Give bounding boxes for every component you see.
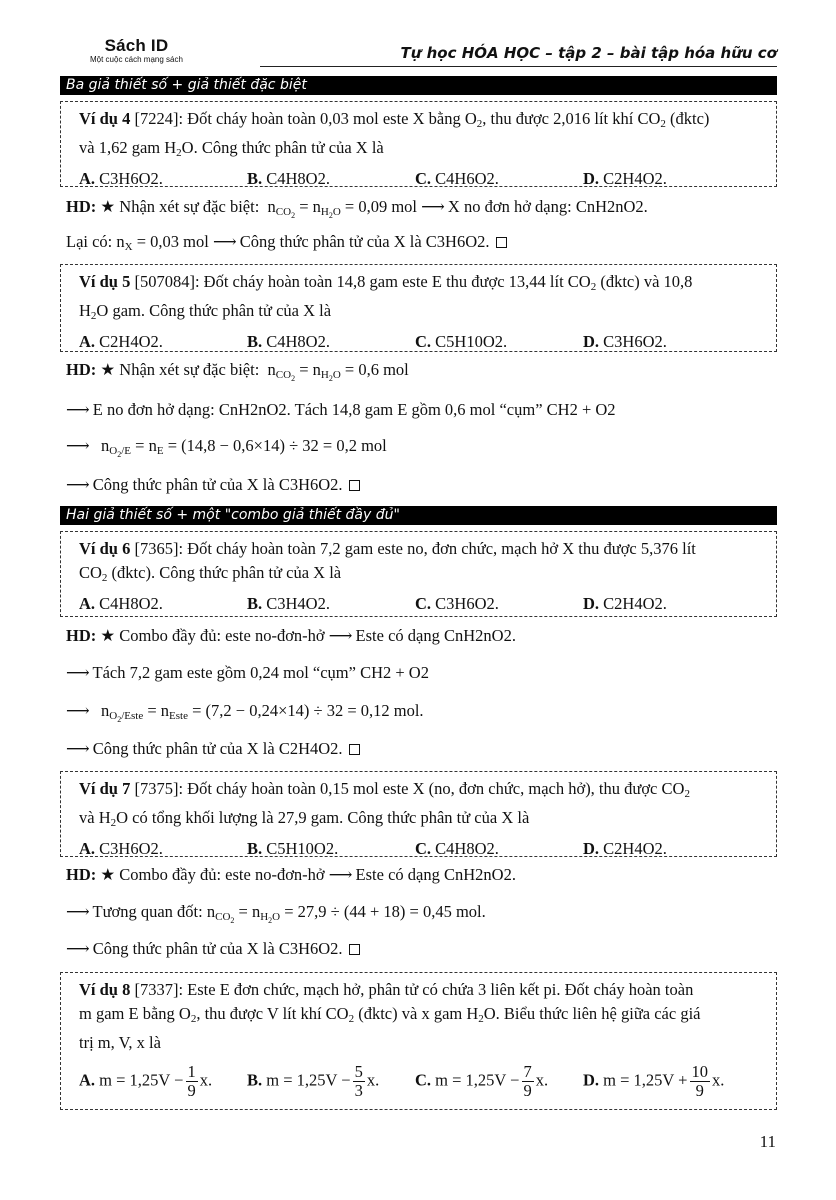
arrow-icon: ⟶ <box>421 197 444 216</box>
arrow-icon: ⟶ <box>66 902 89 921</box>
example-label: Ví dụ 6 <box>79 539 131 558</box>
option-a[interactable]: A. C2H4O2. <box>79 332 163 351</box>
arrow-icon: ⟶ <box>66 475 89 494</box>
example-7-hint-2: ⟶ Tương quan đốt: $nCO_2 = nH_2O = 27,9 \div (44 + 18) = 0,45$ mol. <box>66 902 486 926</box>
header-divider <box>260 66 777 67</box>
option-d[interactable]: D. m = 1,25V + $\frac{10}{9}$ x. <box>583 1062 725 1100</box>
example-8-question: Ví dụ 8 [7337]: Este E đơn chức, mạch hở, phân tử có chứa 3 liên kết pi. Đốt cháy hoàn toàn <box>79 980 694 999</box>
example-label: Ví dụ 4 <box>79 109 131 128</box>
arrow-icon: ⟶ <box>66 739 89 758</box>
example-7-question-line2: và $H_2O$ có tổng khối lượng là 27,9 gam. Công thức phân tử của X là <box>79 808 530 829</box>
example-6-hint-3: ⟶ $nO_2$/Este = nEste = (7,2 − 0,24×14) ÷ 32 = 0,12 mol. <box>66 701 424 725</box>
example-6-box <box>60 531 777 617</box>
example-5-question-line2: $H_2O$ gam. Công thức phân tử của X là <box>79 301 332 322</box>
option-c[interactable]: C. C3H6O2. <box>415 594 499 613</box>
option-b[interactable]: B. m = 1,25V − $\frac{5}{3}$ x. <box>247 1062 380 1100</box>
q-text: [7224]: Đốt cháy hoàn toàn 0,03 mol este X bằng O <box>130 109 477 128</box>
arrow-icon: ⟶ <box>328 865 352 884</box>
option-d[interactable]: D. C2H4O2. <box>583 839 667 858</box>
subscript: 2 <box>660 118 666 130</box>
page-number: 11 <box>759 1132 776 1151</box>
option-c[interactable]: C. C5H10O2. <box>415 332 508 351</box>
arrow-icon: ⟶ <box>66 400 89 419</box>
subscript: 2 <box>476 118 483 130</box>
example-label: Ví dụ 7 <box>79 779 131 798</box>
option-b[interactable]: B. C3H4O2. <box>247 594 330 613</box>
example-8-question-line3: trị m, V, x là <box>79 1033 161 1052</box>
end-square-icon <box>349 480 360 491</box>
example-7-hint-3: ⟶ Công thức phân tử của X là C3H6O2. <box>66 937 360 961</box>
arrow-icon: ⟶ <box>66 701 89 720</box>
example-7-options <box>79 837 764 863</box>
example-7-box <box>60 771 777 857</box>
end-square-icon <box>349 744 360 755</box>
example-8-options <box>79 1059 764 1111</box>
example-5-hint-3: ⟶ $nO_2/E$ = nE = (14,8 − 0,6×14) ÷ 32 = 0,2 mol <box>66 436 387 460</box>
end-square-icon <box>496 237 507 248</box>
example-6-hint-1: HD: ★ Combo đầy đủ: este no-đơn-hở ⟶ Este có dạng CnH2nO2. <box>66 626 516 645</box>
page-header <box>60 36 777 76</box>
example-4-options <box>79 167 764 193</box>
section-title-2: Hai giả thiết số + một "combo giả thiết đầy đủ" <box>60 506 777 525</box>
brand-name: Sách ID <box>104 36 169 55</box>
arrow-icon: ⟶ <box>66 663 89 682</box>
example-4-question <box>79 107 764 136</box>
arrow-icon: ⟶ <box>212 232 236 251</box>
example-4-question-line2 <box>79 136 764 165</box>
option-d[interactable]: D. C3H6O2. <box>583 332 667 351</box>
option-d[interactable]: D. C2H4O2. <box>583 594 667 613</box>
option-c[interactable]: C. C4H6O2. <box>415 169 499 188</box>
example-5-hint-4: ⟶ Công thức phân tử của X là C3H6O2. <box>66 473 360 497</box>
book-title: Tự học HÓA HỌC – tập 2 – bài tập hóa hữu cơ <box>400 44 777 62</box>
option-a[interactable]: A. C4H8O2. <box>79 594 163 613</box>
example-4-box <box>60 101 777 187</box>
example-5-hint-1: HD: ★ Nhận xét sự đặc biệt: $nCO_2 = nH_2O = 0,6$ mol <box>66 360 409 384</box>
section-title-1: Ba giả thiết số + giả thiết đặc biệt <box>60 76 777 95</box>
option-c[interactable]: C. m = 1,25V − $\frac{7}{9}$ x. <box>415 1062 549 1100</box>
q-text: và 1,62 gam H <box>79 138 177 157</box>
example-7-question: Ví dụ 7 [7375]: Đốt cháy hoàn toàn 0,15 mol este X (no, đơn chức, mạch hở), thu được $CO_2$ <box>79 779 690 800</box>
math-expression: $nCO_2 = nH_2O = 0,09$ mol <box>263 197 418 221</box>
example-6-question-line2: $CO_2$ (đktc). Công thức phân tử của X là <box>79 563 342 584</box>
example-5-question: Ví dụ 5 [507084]: Đốt cháy hoàn toàn 14,8 gam este E thu được 13,44 lít $CO_2$ (đktc) và 10,8 <box>79 272 693 293</box>
q-text: O. Công thức phân tử của X là <box>181 138 384 157</box>
option-d[interactable]: D. C2H4O2. <box>583 169 667 188</box>
example-6-options <box>79 592 764 618</box>
example-8-box <box>60 972 777 1110</box>
arrow-icon: ⟶ <box>328 626 352 645</box>
example-5-options <box>79 330 764 356</box>
example-7-hint-1: HD: ★ Combo đầy đủ: este no-đơn-hở ⟶ Este có dạng CnH2nO2. <box>66 865 516 884</box>
example-6-question: Ví dụ 6 [7365]: Đốt cháy hoàn toàn 7,2 gam este no, đơn chức, mạch hở X thu được 5,376 lít <box>79 539 696 558</box>
option-a[interactable]: A. C3H6O2. <box>79 839 163 858</box>
brand-logo <box>90 36 183 64</box>
example-label: Ví dụ 8 <box>79 980 131 999</box>
end-square-icon <box>349 944 360 955</box>
example-5-box <box>60 264 777 352</box>
q-text: (đktc) <box>665 109 710 128</box>
example-label: Ví dụ 5 <box>79 272 131 291</box>
example-6-hint-2: ⟶ Tách 7,2 gam este gồm 0,24 mol “cụm” CH2 + O2 <box>66 663 429 682</box>
brand-tagline: Một cuộc cách mạng sách <box>90 55 183 64</box>
subscript: 2 <box>176 147 182 159</box>
arrow-icon: ⟶ <box>66 939 89 958</box>
option-b[interactable]: B. C4H8O2. <box>247 332 330 351</box>
example-8-question-line2: m gam E bằng $O_2$, thu được V lít khí $CO_2$ (đktc) và x gam $H_2O$. Biểu thức liên hệ giữa các giá <box>79 1004 701 1025</box>
q-text: , thu được 2,016 lít khí CO <box>482 109 661 128</box>
example-5-hint-2: ⟶ E no đơn hở dạng: CnH2nO2. Tách 14,8 gam E gồm 0,6 mol “cụm” CH2 + O2 <box>66 400 616 419</box>
option-a[interactable]: A. m = 1,25V − $\frac{1}{9}$ x. <box>79 1062 213 1100</box>
option-b[interactable]: B. C4H8O2. <box>247 169 330 188</box>
example-4-hint-1: HD: ★ Nhận xét sự đặc biệt: $nCO_2 = nH_2O = 0,09$ mol ⟶ X no đơn hở dạng: CnH2nO2. <box>66 197 648 221</box>
option-c[interactable]: C. C4H8O2. <box>415 839 499 858</box>
example-4-hint-2: Lại có: nX = 0,03 mol ⟶ Công thức phân tử của X là C3H6O2. <box>66 230 507 259</box>
example-6-hint-4: ⟶ Công thức phân tử của X là C2H4O2. <box>66 737 360 761</box>
option-a[interactable]: A. C3H6O2. <box>79 169 163 188</box>
arrow-icon: ⟶ <box>66 436 89 455</box>
option-b[interactable]: B. C5H10O2. <box>247 839 339 858</box>
